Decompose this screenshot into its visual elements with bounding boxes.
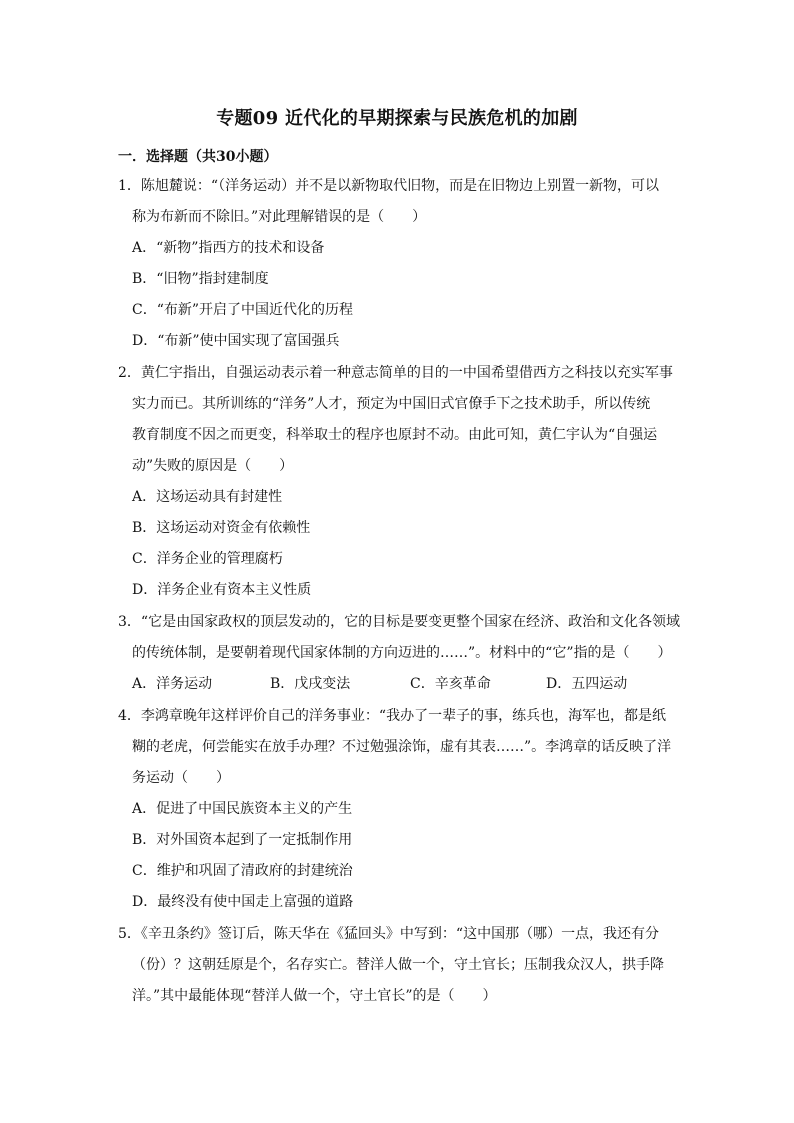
question-stem-line: （份）？这朝廷原是个，名存实亡。替洋人做一个，守土官长；压制我众汉人，拱手降 xyxy=(132,957,664,973)
question-stem-line: 4．李鸿章晚年这样评价自己的洋务事业：“我办了一辈子的事，练兵也，海军也，都是纸 xyxy=(118,708,667,724)
section-heading: 一．选择题（共30小题） xyxy=(118,149,278,165)
question-stem-line: 动”失败的原因是（ ） xyxy=(132,458,294,474)
question-stem-line: 2．黄仁宇指出，自强运动表示着一种意志简单的目的一中国希望借西方之科技以充实军事 xyxy=(118,365,673,381)
question-stem-line: 的传统体制，是要朝着现代国家体制的方向迈进的……”。材料中的“它”指的是（ ） xyxy=(132,645,672,661)
question-stem-line: 糊的老虎，何尝能实在放手办理？不过勉强涂饰，虚有其表……”。李鸿章的话反映了洋 xyxy=(132,739,672,755)
option-b: B．戊戌变法 xyxy=(270,676,351,692)
option-b: B．对外国资本起到了一定抵制作用 xyxy=(132,832,353,848)
option-d: D．“布新”使中国实现了富国强兵 xyxy=(132,333,340,349)
option-b: B．“旧物”指封建制度 xyxy=(132,271,269,287)
option-c: C．维护和巩固了清政府的封建统治 xyxy=(132,863,353,879)
question-stem-line: 3．“它是由国家政权的顶层发动的，它的目标是要变更整个国家在经济、政治和文化各领域 xyxy=(118,614,681,630)
question-stem-line: 洋。”其中最能体现“替洋人做一个，守土官长”的是（ ） xyxy=(132,988,497,1004)
question-stem-line: 教育制度不因之而更变，科举取士的程序也原封不动。由此可知，黄仁宇认为“自强运 xyxy=(132,427,658,443)
option-c: C．“布新”开启了中国近代化的历程 xyxy=(132,302,354,318)
option-d: D．五四运动 xyxy=(546,676,628,692)
option-a: A．洋务运动 xyxy=(132,676,213,692)
option-d: D．最终没有使中国走上富强的道路 xyxy=(132,894,354,910)
question-stem-line: 称为布新而不除旧。”对此理解错误的是（ ） xyxy=(132,209,427,225)
option-c: C．辛亥革命 xyxy=(410,676,491,692)
option-a: A．促进了中国民族资本主义的产生 xyxy=(132,801,353,817)
page-title: 专题09 近代化的早期探索与民族危机的加剧 xyxy=(216,108,578,129)
option-c: C．洋务企业的管理腐朽 xyxy=(132,551,283,567)
option-a: A．这场运动具有封建性 xyxy=(132,489,283,505)
option-a: A．“新物”指西方的技术和设备 xyxy=(132,240,325,256)
question-stem-line: 5．《辛丑条约》签订后，陈天华在《猛回头》中写到：“这中国那（哪）一点，我还有分 xyxy=(118,926,660,942)
question-stem-line: 1．陈旭麓说：“（洋务运动）并不是以新物取代旧物，而是在旧物边上别置一新物，可以 xyxy=(118,178,660,194)
option-b: B．这场运动对资金有依赖性 xyxy=(132,520,311,536)
question-stem-line: 务运动（ ） xyxy=(132,770,230,786)
question-stem-line: 实力而已。其所训练的“洋务”人才，预定为中国旧式官僚手下之技术助手，所以传统 xyxy=(132,396,651,412)
option-d: D．洋务企业有资本主义性质 xyxy=(132,582,312,598)
